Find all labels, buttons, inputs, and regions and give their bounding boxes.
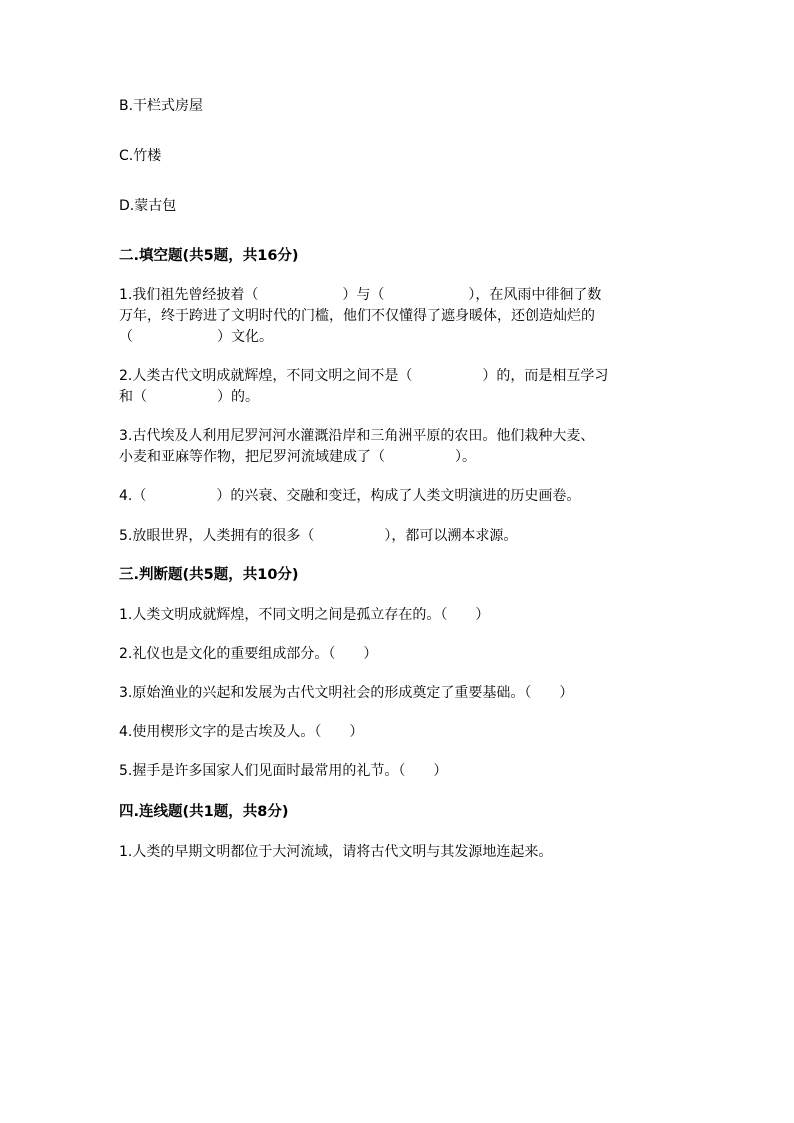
tf-q1: 1.人类文明成就辉煌，不同文明之间是孤立存在的。（ ） [119, 607, 490, 623]
tf-q5: 5.握手是许多国家人们见面时最常用的礼节。（ ） [119, 763, 448, 779]
fill-q1-line3: （ ）文化。 [119, 329, 273, 345]
fill-q1-line1: 1.我们祖先曾经披着（ ）与（ ），在风雨中徘徊了数 [119, 287, 602, 303]
tf-q2: 2.礼仪也是文化的重要组成部分。（ ） [119, 646, 378, 662]
fill-q2-line2: 和（ ）的。 [119, 389, 259, 405]
matching-q1: 1.人类的早期文明都位于大河流域，请将古代文明与其发源地连起来。 [119, 844, 553, 860]
tf-q3: 3.原始渔业的兴起和发展为古代文明社会的形成奠定了重要基础。（ ） [119, 685, 574, 701]
option-c: C.竹楼 [119, 148, 162, 164]
fill-q3-line2: 小麦和亚麻等作物，把尼罗河流域建成了（ ）。 [119, 449, 476, 465]
fill-q2-line1: 2.人类古代文明成就辉煌，不同文明之间不是（ ）的，而是相互学习 [119, 368, 609, 384]
option-b: B.干栏式房屋 [119, 98, 204, 114]
tf-q4: 4.使用楔形文字的是古埃及人。（ ） [119, 724, 364, 740]
fill-q3-line1: 3.古代埃及人利用尼罗河河水灌溉沿岸和三角洲平原的农田。他们栽种大麦、 [119, 428, 595, 444]
fill-q5: 5.放眼世界，人类拥有的很多（ ），都可以溯本求源。 [119, 528, 518, 544]
section-matching-title: 四.连线题(共1题，共8分) [119, 804, 289, 820]
section-true-false-title: 三.判断题(共5题，共10分) [119, 567, 299, 583]
section-fill-blank-title: 二.填空题(共5题，共16分) [119, 248, 299, 264]
fill-q1-line2: 万年，终于跨进了文明时代的门槛，他们不仅懂得了遮身暖体，还创造灿烂的 [119, 308, 595, 324]
fill-q4: 4.（ ）的兴衰、交融和变迁，构成了人类文明演进的历史画卷。 [119, 488, 581, 504]
option-d: D.蒙古包 [119, 198, 177, 214]
